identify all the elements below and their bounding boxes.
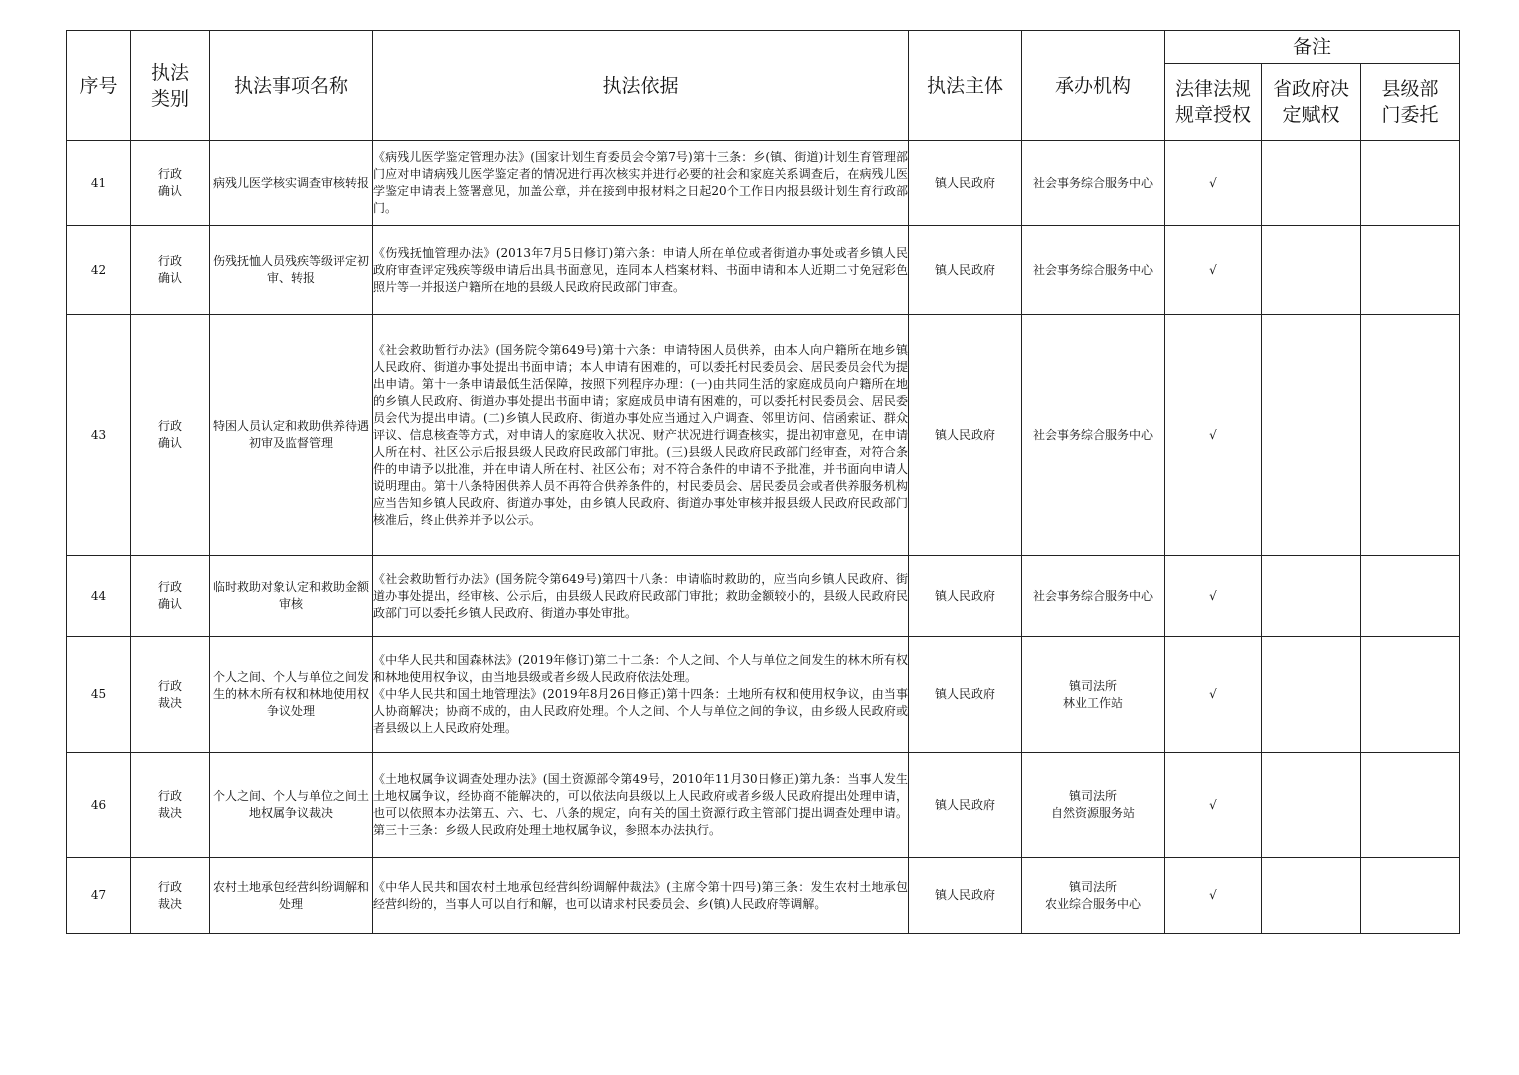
cell-item-name: 农村土地承包经营纠纷调解和处理 bbox=[210, 858, 373, 934]
cell-category: 行政 裁决 bbox=[131, 753, 210, 858]
table-row bbox=[67, 858, 1460, 934]
cell-category: 行政 确认 bbox=[131, 226, 210, 315]
cell-index: 44 bbox=[67, 556, 131, 637]
cell-law-auth: √ bbox=[1165, 753, 1262, 858]
cell-law-auth: √ bbox=[1165, 637, 1262, 753]
cell-prov-auth bbox=[1262, 226, 1361, 315]
cell-subject: 镇人民政府 bbox=[909, 315, 1022, 556]
header-county-auth: 县级部 门委托 bbox=[1361, 64, 1460, 141]
header-remarks: 备注 bbox=[1165, 31, 1460, 64]
cell-category: 行政 确认 bbox=[131, 556, 210, 637]
cell-agency: 镇司法所 自然资源服务站 bbox=[1022, 753, 1165, 858]
header-law-auth: 法律法规 规章授权 bbox=[1165, 64, 1262, 141]
header-subject: 执法主体 bbox=[909, 31, 1022, 141]
cell-law-auth: √ bbox=[1165, 226, 1262, 315]
cell-subject: 镇人民政府 bbox=[909, 858, 1022, 934]
header-basis: 执法依据 bbox=[373, 31, 909, 141]
cell-category: 行政 裁决 bbox=[131, 858, 210, 934]
cell-index: 43 bbox=[67, 315, 131, 556]
cell-agency: 社会事务综合服务中心 bbox=[1022, 556, 1165, 637]
cell-law-auth: √ bbox=[1165, 556, 1262, 637]
header-category: 执法 类别 bbox=[131, 31, 210, 141]
cell-basis: 《中华人民共和国农村土地承包经营纠纷调解仲裁法》(主席令第十四号)第三条：发生农村土地承包经营纠纷的，当事人可以自行和解，也可以请求村民委员会、乡(镇)人民政府等调解。 bbox=[373, 858, 909, 934]
cell-prov-auth bbox=[1262, 141, 1361, 226]
cell-county-auth bbox=[1361, 141, 1460, 226]
cell-basis: 《社会救助暂行办法》(国务院令第649号)第十六条：申请特困人员供养，由本人向户籍所在地乡镇人民政府、街道办事处提出书面申请；本人申请有困难的，可以委托村民委员会、居民委员会代为提出申请。第十一条申请最低生活保障，按照下列程序办理：(一)由共同生活的家庭成员向户籍所在地的乡镇人民政府、街道办事处提出书面申请；家庭成员申请有困难的，可以委托村民委员会、居民委员会代为提出申请。(二)乡镇人民政府、街道办事处应当通过入户调查、邻里访问、信函索证、群众评议、信息核查等方式，对申请人的家庭收入状况、财产状况进行调查核实，提出初审意见，在申请人所在村、社区公示后报县级人民政府民政部门审批。(三)县级人民政府民政部门经审查，对符合条件的申请予以批准，并在申请人所在村、社区公布；对不符合条件的申请不予批准，并书面向申请人说明理由。第十八条特困供养人员不再符合供养条件的，村民委员会、居民委员会或者供养服务机构应当告知乡镇人民政府、街道办事处，由乡镇人民政府、街道办事处审核并报县级人民政府民政部门核准后，终止供养并予以公示。 bbox=[373, 315, 909, 556]
cell-category: 行政 裁决 bbox=[131, 637, 210, 753]
cell-basis: 《病残儿医学鉴定管理办法》(国家计划生育委员会令第7号)第十三条：乡(镇、街道)计划生育管理部门应对申请病残儿医学鉴定者的情况进行再次核实并进行必要的社会和家庭关系调查后，在病残儿医学鉴定申请表上签署意见，加盖公章，并在接到申报材料之日起20个工作日内报县级计划生育行政部门。 bbox=[373, 141, 909, 226]
cell-law-auth: √ bbox=[1165, 315, 1262, 556]
cell-item-name: 临时救助对象认定和救助金额审核 bbox=[210, 556, 373, 637]
cell-prov-auth bbox=[1262, 556, 1361, 637]
cell-agency: 镇司法所 农业综合服务中心 bbox=[1022, 858, 1165, 934]
cell-category: 行政 确认 bbox=[131, 315, 210, 556]
cell-item-name: 个人之间、个人与单位之间土地权属争议裁决 bbox=[210, 753, 373, 858]
cell-county-auth bbox=[1361, 637, 1460, 753]
table-row bbox=[67, 556, 1460, 637]
cell-subject: 镇人民政府 bbox=[909, 637, 1022, 753]
cell-subject: 镇人民政府 bbox=[909, 556, 1022, 637]
cell-subject: 镇人民政府 bbox=[909, 226, 1022, 315]
header-item-name: 执法事项名称 bbox=[210, 31, 373, 141]
cell-agency: 镇司法所 林业工作站 bbox=[1022, 637, 1165, 753]
cell-county-auth bbox=[1361, 226, 1460, 315]
cell-county-auth bbox=[1361, 858, 1460, 934]
table-row bbox=[67, 637, 1460, 753]
cell-item-name: 伤残抚恤人员残疾等级评定初审、转报 bbox=[210, 226, 373, 315]
cell-prov-auth bbox=[1262, 637, 1361, 753]
table-row bbox=[67, 753, 1460, 858]
table-row bbox=[67, 141, 1460, 226]
cell-county-auth bbox=[1361, 556, 1460, 637]
cell-index: 41 bbox=[67, 141, 131, 226]
cell-county-auth bbox=[1361, 753, 1460, 858]
cell-subject: 镇人民政府 bbox=[909, 753, 1022, 858]
header-index: 序号 bbox=[67, 31, 131, 141]
cell-law-auth: √ bbox=[1165, 141, 1262, 226]
cell-item-name: 个人之间、个人与单位之间发生的林木所有权和林地使用权争议处理 bbox=[210, 637, 373, 753]
cell-subject: 镇人民政府 bbox=[909, 141, 1022, 226]
cell-index: 42 bbox=[67, 226, 131, 315]
cell-item-name: 特困人员认定和救助供养待遇初审及监督管理 bbox=[210, 315, 373, 556]
cell-index: 46 bbox=[67, 753, 131, 858]
cell-basis: 《中华人民共和国森林法》(2019年修订)第二十二条：个人之间、个人与单位之间发生的林木所有权和林地使用权争议，由当地县级或者乡级人民政府依法处理。 《中华人民共和国土地管理法》(2019年8月26日修正)第十四条：土地所有权和使用权争议，由当事人协商解决；协商不成的，由人民政府处理。个人之间、个人与单位之间的争议，由乡级人民政府或者县级以上人民政府处理。 bbox=[373, 637, 909, 753]
cell-item-name: 病残儿医学核实调查审核转报 bbox=[210, 141, 373, 226]
cell-law-auth: √ bbox=[1165, 858, 1262, 934]
table-row bbox=[67, 226, 1460, 315]
cell-agency: 社会事务综合服务中心 bbox=[1022, 226, 1165, 315]
cell-prov-auth bbox=[1262, 753, 1361, 858]
header-prov-auth: 省政府决 定赋权 bbox=[1262, 64, 1361, 141]
cell-index: 45 bbox=[67, 637, 131, 753]
cell-basis: 《土地权属争议调查处理办法》(国土资源部令第49号，2010年11月30日修正)第九条：当事人发生土地权属争议，经协商不能解决的，可以依法向县级以上人民政府或者乡级人民政府提出处理申请，也可以依照本办法第五、六、七、八条的规定，向有关的国土资源行政主管部门提出调查处理申请。第三十三条：乡级人民政府处理土地权属争议，参照本办法执行。 bbox=[373, 753, 909, 858]
table-row bbox=[67, 315, 1460, 556]
enforcement-items-table bbox=[66, 30, 1460, 934]
cell-category: 行政 确认 bbox=[131, 141, 210, 226]
header-agency: 承办机构 bbox=[1022, 31, 1165, 141]
cell-prov-auth bbox=[1262, 315, 1361, 556]
cell-agency: 社会事务综合服务中心 bbox=[1022, 315, 1165, 556]
cell-agency: 社会事务综合服务中心 bbox=[1022, 141, 1165, 226]
cell-basis: 《伤残抚恤管理办法》(2013年7月5日修订)第六条：申请人所在单位或者街道办事处或者乡镇人民政府审查评定残疾等级申请后出具书面意见，连同本人档案材料、书面申请和本人近期二寸免冠彩色照片等一并报送户籍所在地的县级人民政府民政部门审查。 bbox=[373, 226, 909, 315]
cell-county-auth bbox=[1361, 315, 1460, 556]
header-row-1 bbox=[67, 31, 1460, 64]
cell-prov-auth bbox=[1262, 858, 1361, 934]
cell-basis: 《社会救助暂行办法》(国务院令第649号)第四十八条：申请临时救助的，应当向乡镇人民政府、街道办事处提出，经审核、公示后，由县级人民政府民政部门审批；救助金额较小的，县级人民政府民政部门可以委托乡镇人民政府、街道办事处审批。 bbox=[373, 556, 909, 637]
cell-index: 47 bbox=[67, 858, 131, 934]
